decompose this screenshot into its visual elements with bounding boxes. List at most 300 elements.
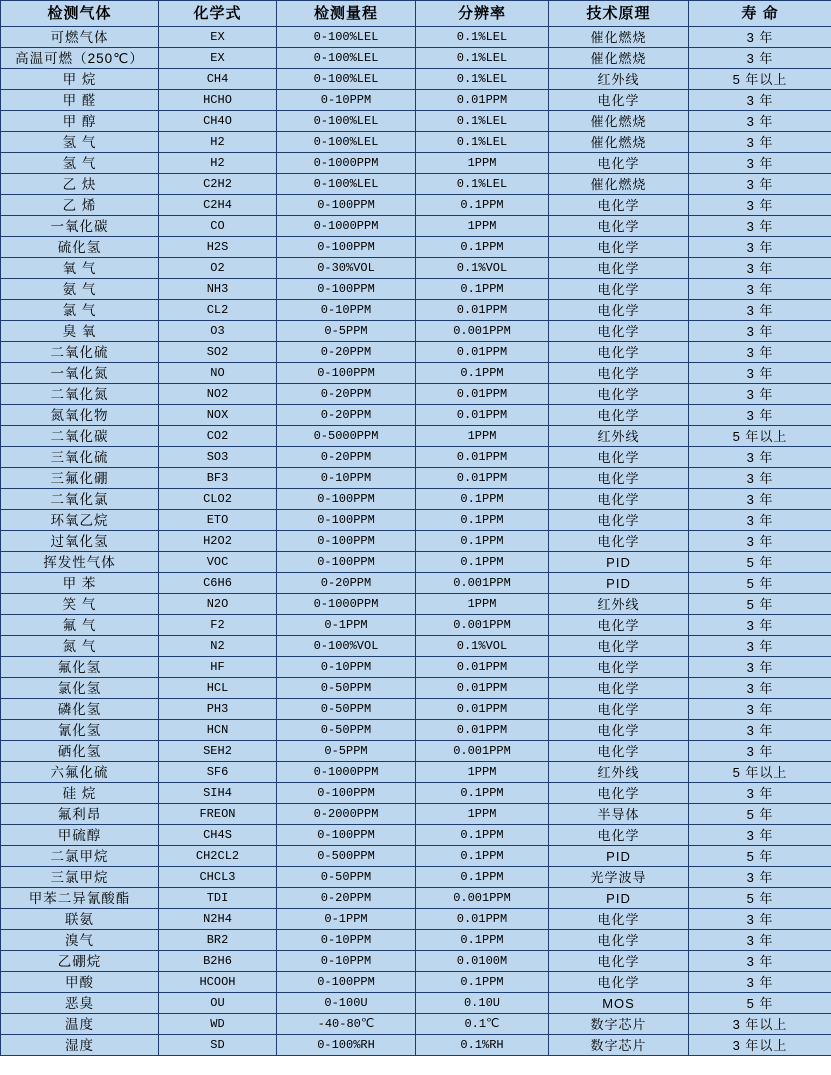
table-cell: 电化学 xyxy=(549,930,689,951)
table-cell: 0.1%RH xyxy=(416,1035,549,1056)
table-cell: CL2 xyxy=(159,300,277,321)
table-cell: 0-100PPM xyxy=(277,363,416,384)
table-cell: 硅 烷 xyxy=(1,783,159,804)
table-row xyxy=(1,846,831,867)
table-row xyxy=(1,552,831,573)
table-cell: 0.1%LEL xyxy=(416,174,549,195)
table-cell: 3 年 xyxy=(689,636,831,657)
table-row xyxy=(1,741,831,762)
table-cell: 乙 烯 xyxy=(1,195,159,216)
table-row xyxy=(1,111,831,132)
table-cell: 3 年 xyxy=(689,657,831,678)
table-cell: 3 年 xyxy=(689,699,831,720)
table-cell: 3 年 xyxy=(689,909,831,930)
table-cell: PID xyxy=(549,573,689,594)
table-cell: 0-1000PPM xyxy=(277,594,416,615)
table-cell: 二氧化氯 xyxy=(1,489,159,510)
table-cell: 甲硫醇 xyxy=(1,825,159,846)
table-cell: 电化学 xyxy=(549,699,689,720)
column-header-range: 检测量程 xyxy=(277,1,416,27)
table-cell: 1PPM xyxy=(416,762,549,783)
table-cell: 0-10PPM xyxy=(277,657,416,678)
table-cell: 3 年 xyxy=(689,468,831,489)
table-row xyxy=(1,216,831,237)
table-cell: N2 xyxy=(159,636,277,657)
table-cell: 挥发性气体 xyxy=(1,552,159,573)
table-cell: 3 年 xyxy=(689,510,831,531)
table-cell: WD xyxy=(159,1014,277,1035)
table-cell: SO3 xyxy=(159,447,277,468)
table-cell: 0-1PPM xyxy=(277,615,416,636)
table-cell: BR2 xyxy=(159,930,277,951)
table-cell: 0-20PPM xyxy=(277,342,416,363)
table-cell: 0.001PPM xyxy=(416,573,549,594)
table-cell: 0-1000PPM xyxy=(277,153,416,174)
table-row xyxy=(1,426,831,447)
table-row xyxy=(1,531,831,552)
table-cell: 0-10PPM xyxy=(277,300,416,321)
table-cell: 电化学 xyxy=(549,489,689,510)
table-cell: 0.1%LEL xyxy=(416,27,549,48)
table-row xyxy=(1,972,831,993)
table-cell: HCL xyxy=(159,678,277,699)
table-cell: 0-100%LEL xyxy=(277,69,416,90)
table-cell: 5 年以上 xyxy=(689,762,831,783)
table-cell: 0-100PPM xyxy=(277,510,416,531)
table-row xyxy=(1,615,831,636)
table-cell: -40-80℃ xyxy=(277,1014,416,1035)
table-cell: PID xyxy=(549,552,689,573)
table-cell: 5 年 xyxy=(689,804,831,825)
table-cell: 0-20PPM xyxy=(277,888,416,909)
table-cell: PID xyxy=(549,888,689,909)
table-cell: 催化燃烧 xyxy=(549,27,689,48)
table-cell: 0-100U xyxy=(277,993,416,1014)
table-cell: 氨 气 xyxy=(1,279,159,300)
table-cell: 0-100%LEL xyxy=(277,174,416,195)
table-cell: 0.1PPM xyxy=(416,363,549,384)
table-cell: NO2 xyxy=(159,384,277,405)
table-cell: 0-100%LEL xyxy=(277,48,416,69)
table-cell: 3 年 xyxy=(689,237,831,258)
table-cell: 0.0100M xyxy=(416,951,549,972)
table-cell: 3 年 xyxy=(689,279,831,300)
table-cell: 0.01PPM xyxy=(416,699,549,720)
table-cell: 0.1PPM xyxy=(416,552,549,573)
table-cell: 0-100PPM xyxy=(277,972,416,993)
table-cell: 0-2000PPM xyxy=(277,804,416,825)
table-row xyxy=(1,321,831,342)
table-row xyxy=(1,1035,831,1056)
table-cell: 0-20PPM xyxy=(277,405,416,426)
table-cell: 电化学 xyxy=(549,531,689,552)
table-cell: 三氟化硼 xyxy=(1,468,159,489)
table-cell: 电化学 xyxy=(549,720,689,741)
table-cell: ETO xyxy=(159,510,277,531)
table-cell: HF xyxy=(159,657,277,678)
table-cell: 数字芯片 xyxy=(549,1014,689,1035)
table-cell: 3 年以上 xyxy=(689,1035,831,1056)
table-cell: 0.1PPM xyxy=(416,195,549,216)
table-cell: 电化学 xyxy=(549,363,689,384)
table-cell: N2O xyxy=(159,594,277,615)
table-cell: 3 年 xyxy=(689,342,831,363)
table-cell: 电化学 xyxy=(549,657,689,678)
table-cell: 二氯甲烷 xyxy=(1,846,159,867)
table-cell: 0-100PPM xyxy=(277,489,416,510)
table-cell: 催化燃烧 xyxy=(549,174,689,195)
table-cell: 电化学 xyxy=(549,342,689,363)
table-cell: 3 年 xyxy=(689,111,831,132)
table-cell: 0-10PPM xyxy=(277,468,416,489)
table-cell: 二氧化氮 xyxy=(1,384,159,405)
table-cell: 1PPM xyxy=(416,594,549,615)
table-cell: 0.1PPM xyxy=(416,783,549,804)
table-cell: 温度 xyxy=(1,1014,159,1035)
table-cell: 0-50PPM xyxy=(277,678,416,699)
table-cell: 5 年 xyxy=(689,846,831,867)
table-cell: 0.1PPM xyxy=(416,867,549,888)
table-cell: 1PPM xyxy=(416,804,549,825)
table-cell: CH4 xyxy=(159,69,277,90)
table-cell: 乙硼烷 xyxy=(1,951,159,972)
table-cell: 0.1PPM xyxy=(416,972,549,993)
table-cell: 红外线 xyxy=(549,594,689,615)
table-cell: 半导体 xyxy=(549,804,689,825)
table-cell: HCN xyxy=(159,720,277,741)
table-cell: 红外线 xyxy=(549,69,689,90)
table-cell: OU xyxy=(159,993,277,1014)
table-cell: 3 年 xyxy=(689,300,831,321)
table-row xyxy=(1,489,831,510)
table-row xyxy=(1,153,831,174)
table-cell: 0.01PPM xyxy=(416,720,549,741)
table-cell: 3 年 xyxy=(689,825,831,846)
table-cell: SF6 xyxy=(159,762,277,783)
table-cell: 0.1PPM xyxy=(416,531,549,552)
table-cell: 0.1PPM xyxy=(416,489,549,510)
table-row xyxy=(1,573,831,594)
table-cell: 环氧乙烷 xyxy=(1,510,159,531)
table-cell: 红外线 xyxy=(549,762,689,783)
table-cell: 三氯甲烷 xyxy=(1,867,159,888)
table-cell: 电化学 xyxy=(549,783,689,804)
table-cell: CLO2 xyxy=(159,489,277,510)
column-header-principle: 技术原理 xyxy=(549,1,689,27)
table-row xyxy=(1,447,831,468)
table-cell: 1PPM xyxy=(416,153,549,174)
table-cell: 5 年 xyxy=(689,993,831,1014)
table-row xyxy=(1,510,831,531)
table-cell: 0.1%VOL xyxy=(416,258,549,279)
table-cell: O3 xyxy=(159,321,277,342)
table-cell: 氮 气 xyxy=(1,636,159,657)
table-cell: 3 年 xyxy=(689,867,831,888)
table-cell: 3 年 xyxy=(689,741,831,762)
table-row xyxy=(1,636,831,657)
table-cell: 电化学 xyxy=(549,447,689,468)
table-cell: 湿度 xyxy=(1,1035,159,1056)
table-cell: 0.01PPM xyxy=(416,447,549,468)
table-row xyxy=(1,48,831,69)
table-cell: 三氧化硫 xyxy=(1,447,159,468)
table-cell: 氢 气 xyxy=(1,132,159,153)
table-cell: 0-100%LEL xyxy=(277,132,416,153)
table-cell: 电化学 xyxy=(549,909,689,930)
table-cell: 0.1%VOL xyxy=(416,636,549,657)
table-cell: H2O2 xyxy=(159,531,277,552)
table-cell: 0-500PPM xyxy=(277,846,416,867)
table-cell: 0.1PPM xyxy=(416,825,549,846)
table-cell: 恶臭 xyxy=(1,993,159,1014)
table-cell: 0-100PPM xyxy=(277,552,416,573)
table-cell: CH2CL2 xyxy=(159,846,277,867)
column-header-formula: 化学式 xyxy=(159,1,277,27)
table-row xyxy=(1,804,831,825)
table-cell: 可燃气体 xyxy=(1,27,159,48)
table-header-row xyxy=(1,1,831,27)
table-cell: 0.01PPM xyxy=(416,300,549,321)
table-cell: 0-100%LEL xyxy=(277,111,416,132)
table-cell: 数字芯片 xyxy=(549,1035,689,1056)
table-cell: 5 年 xyxy=(689,888,831,909)
table-cell: 过氧化氢 xyxy=(1,531,159,552)
table-cell: 3 年以上 xyxy=(689,1014,831,1035)
table-row xyxy=(1,951,831,972)
table-cell: 5 年 xyxy=(689,594,831,615)
table-cell: NO xyxy=(159,363,277,384)
table-row xyxy=(1,27,831,48)
table-cell: CH4O xyxy=(159,111,277,132)
table-cell: 电化学 xyxy=(549,321,689,342)
table-cell: 0.01PPM xyxy=(416,468,549,489)
table-cell: 甲 醛 xyxy=(1,90,159,111)
table-cell: SD xyxy=(159,1035,277,1056)
column-header-resolution: 分辨率 xyxy=(416,1,549,27)
table-cell: 氟 气 xyxy=(1,615,159,636)
table-cell: 3 年 xyxy=(689,90,831,111)
table-cell: 甲 苯 xyxy=(1,573,159,594)
table-cell: 甲酸 xyxy=(1,972,159,993)
table-cell: FREON xyxy=(159,804,277,825)
table-cell: 0-1000PPM xyxy=(277,216,416,237)
table-cell: 0.01PPM xyxy=(416,678,549,699)
table-cell: 5 年以上 xyxy=(689,69,831,90)
table-cell: 氯 气 xyxy=(1,300,159,321)
table-cell: 0.1℃ xyxy=(416,1014,549,1035)
table-cell: 电化学 xyxy=(549,951,689,972)
table-cell: 电化学 xyxy=(549,384,689,405)
table-cell: 0-100%RH xyxy=(277,1035,416,1056)
table-cell: 0-100PPM xyxy=(277,825,416,846)
table-cell: F2 xyxy=(159,615,277,636)
table-cell: 5 年 xyxy=(689,552,831,573)
table-cell: 0.1%LEL xyxy=(416,111,549,132)
table-row xyxy=(1,174,831,195)
table-cell: 硒化氢 xyxy=(1,741,159,762)
table-cell: 氟利昂 xyxy=(1,804,159,825)
table-cell: 甲苯二异氰酸酯 xyxy=(1,888,159,909)
table-cell: MOS xyxy=(549,993,689,1014)
table-cell: 电化学 xyxy=(549,300,689,321)
table-cell: 0.1PPM xyxy=(416,846,549,867)
table-cell: 氯化氢 xyxy=(1,678,159,699)
table-cell: EX xyxy=(159,27,277,48)
table-cell: 甲 烷 xyxy=(1,69,159,90)
table-cell: 电化学 xyxy=(549,405,689,426)
table-cell: 0.01PPM xyxy=(416,657,549,678)
table-cell: SIH4 xyxy=(159,783,277,804)
table-row xyxy=(1,888,831,909)
table-row xyxy=(1,867,831,888)
table-cell: 1PPM xyxy=(416,426,549,447)
table-cell: 催化燃烧 xyxy=(549,48,689,69)
table-cell: 催化燃烧 xyxy=(549,111,689,132)
table-cell: CH4S xyxy=(159,825,277,846)
table-row xyxy=(1,993,831,1014)
table-cell: SO2 xyxy=(159,342,277,363)
table-cell: 一氧化碳 xyxy=(1,216,159,237)
table-cell: H2 xyxy=(159,153,277,174)
table-cell: 3 年 xyxy=(689,363,831,384)
table-cell: 催化燃烧 xyxy=(549,132,689,153)
table-cell: 氧 气 xyxy=(1,258,159,279)
table-cell: B2H6 xyxy=(159,951,277,972)
table-row xyxy=(1,90,831,111)
table-cell: 0-100PPM xyxy=(277,783,416,804)
table-row xyxy=(1,237,831,258)
table-cell: 3 年 xyxy=(689,153,831,174)
table-cell: 0-10PPM xyxy=(277,930,416,951)
table-cell: 电化学 xyxy=(549,636,689,657)
table-cell: VOC xyxy=(159,552,277,573)
table-cell: 3 年 xyxy=(689,405,831,426)
table-row xyxy=(1,699,831,720)
table-row xyxy=(1,909,831,930)
table-cell: 氮氧化物 xyxy=(1,405,159,426)
table-cell: 电化学 xyxy=(549,678,689,699)
column-header-lifetime: 寿 命 xyxy=(689,1,831,27)
table-cell: 3 年 xyxy=(689,447,831,468)
table-cell: N2H4 xyxy=(159,909,277,930)
table-cell: 0-5PPM xyxy=(277,321,416,342)
table-row xyxy=(1,678,831,699)
table-row xyxy=(1,279,831,300)
table-cell: 电化学 xyxy=(549,741,689,762)
table-row xyxy=(1,468,831,489)
table-row xyxy=(1,930,831,951)
table-cell: 0-100PPM xyxy=(277,195,416,216)
table-cell: 0-20PPM xyxy=(277,447,416,468)
table-cell: NOX xyxy=(159,405,277,426)
table-cell: 0-50PPM xyxy=(277,699,416,720)
table-cell: SEH2 xyxy=(159,741,277,762)
table-cell: 电化学 xyxy=(549,615,689,636)
table-cell: 0.1%LEL xyxy=(416,48,549,69)
table-cell: 0-100PPM xyxy=(277,531,416,552)
table-row xyxy=(1,720,831,741)
table-cell: 0-100%LEL xyxy=(277,27,416,48)
table-cell: C2H2 xyxy=(159,174,277,195)
table-row xyxy=(1,594,831,615)
table-cell: 3 年 xyxy=(689,951,831,972)
table-cell: 臭 氧 xyxy=(1,321,159,342)
table-cell: 氰化氢 xyxy=(1,720,159,741)
table-cell: 0.01PPM xyxy=(416,384,549,405)
table-cell: 3 年 xyxy=(689,174,831,195)
table-row xyxy=(1,657,831,678)
table-cell: 笑 气 xyxy=(1,594,159,615)
table-cell: 0.1PPM xyxy=(416,930,549,951)
table-cell: C2H4 xyxy=(159,195,277,216)
table-cell: 0-100PPM xyxy=(277,279,416,300)
table-row xyxy=(1,195,831,216)
table-cell: 3 年 xyxy=(689,930,831,951)
table-cell: 0.01PPM xyxy=(416,909,549,930)
table-cell: CHCL3 xyxy=(159,867,277,888)
table-cell: 甲 醇 xyxy=(1,111,159,132)
table-cell: 3 年 xyxy=(689,678,831,699)
table-cell: 3 年 xyxy=(689,384,831,405)
table-cell: 电化学 xyxy=(549,972,689,993)
table-cell: 0-10PPM xyxy=(277,951,416,972)
table-cell: 3 年 xyxy=(689,321,831,342)
table-cell: 六氟化硫 xyxy=(1,762,159,783)
table-cell: 电化学 xyxy=(549,195,689,216)
table-cell: 0.1PPM xyxy=(416,510,549,531)
table-cell: 二氧化碳 xyxy=(1,426,159,447)
table-cell: 电化学 xyxy=(549,258,689,279)
table-cell: 3 年 xyxy=(689,27,831,48)
table-cell: H2 xyxy=(159,132,277,153)
table-cell: TDI xyxy=(159,888,277,909)
table-cell: HCOOH xyxy=(159,972,277,993)
table-cell: CO xyxy=(159,216,277,237)
table-header xyxy=(1,1,831,27)
table-cell: 0-10PPM xyxy=(277,90,416,111)
table-cell: 0-20PPM xyxy=(277,384,416,405)
table-row xyxy=(1,300,831,321)
table-row xyxy=(1,384,831,405)
table-cell: 电化学 xyxy=(549,216,689,237)
table-cell: 3 年 xyxy=(689,972,831,993)
table-cell: 二氧化硫 xyxy=(1,342,159,363)
table-cell: 电化学 xyxy=(549,510,689,531)
table-cell: 0-50PPM xyxy=(277,867,416,888)
table-row xyxy=(1,342,831,363)
table-cell: HCHO xyxy=(159,90,277,111)
table-cell: 0.1PPM xyxy=(416,237,549,258)
table-cell: 硫化氢 xyxy=(1,237,159,258)
table-cell: 电化学 xyxy=(549,90,689,111)
table-cell: 电化学 xyxy=(549,468,689,489)
table-cell: 溴气 xyxy=(1,930,159,951)
table-cell: 0-20PPM xyxy=(277,573,416,594)
table-cell: 0-5PPM xyxy=(277,741,416,762)
table-cell: 0.01PPM xyxy=(416,405,549,426)
table-cell: 电化学 xyxy=(549,153,689,174)
table-cell: 0-100%VOL xyxy=(277,636,416,657)
table-cell: 光学波导 xyxy=(549,867,689,888)
table-cell: 3 年 xyxy=(689,48,831,69)
table-cell: 红外线 xyxy=(549,426,689,447)
table-cell: 1PPM xyxy=(416,216,549,237)
table-cell: 0.001PPM xyxy=(416,321,549,342)
table-cell: 0-1000PPM xyxy=(277,762,416,783)
table-cell: 乙 炔 xyxy=(1,174,159,195)
table-cell: 0-50PPM xyxy=(277,720,416,741)
table-cell: CO2 xyxy=(159,426,277,447)
